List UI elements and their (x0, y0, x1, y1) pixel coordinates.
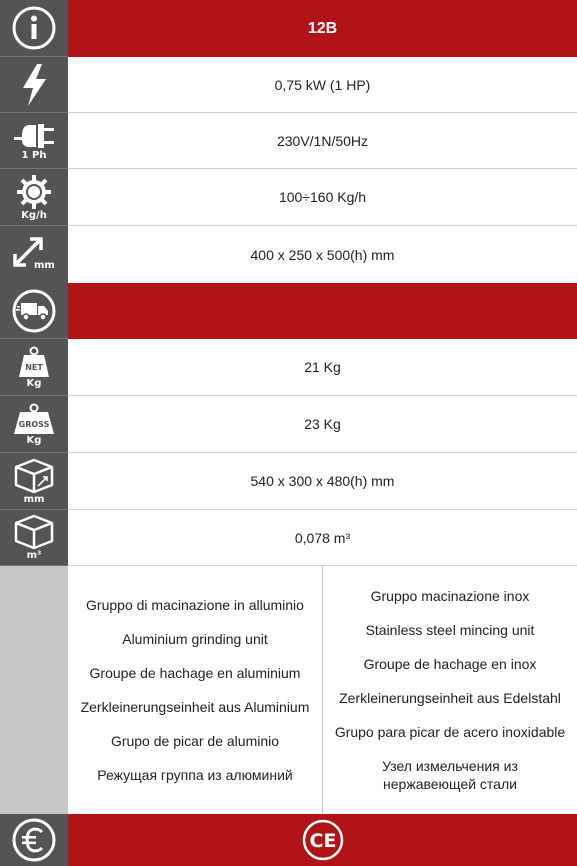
lightning-icon (19, 63, 49, 107)
gear-icon (16, 174, 52, 210)
power-icon-cell (0, 57, 68, 113)
ce-mark-text: CE (309, 830, 336, 852)
box-dimensions-row (0, 453, 577, 510)
gross-weight-icon-cell (0, 396, 68, 453)
info-cell (0, 0, 68, 57)
net-weight-icon (17, 346, 51, 378)
voltage-row (0, 113, 577, 169)
shipping-header (68, 283, 577, 339)
voltage-icon-cell (0, 113, 68, 169)
plug-icon (12, 120, 56, 150)
model-name: 12B (68, 0, 577, 57)
aluminium-en: Aluminium grinding unit (122, 631, 268, 647)
power-value: 0,75 kW (1 HP) (68, 57, 577, 113)
voltage-value: 230V/1N/50Hz (68, 113, 577, 169)
options-side-bar (0, 566, 68, 814)
volume-label: m³ (26, 550, 42, 561)
net-weight-icon-cell (0, 339, 68, 396)
footer-bar (68, 814, 577, 866)
header-row (0, 0, 577, 57)
aluminium-it: Gruppo di macinazione in alluminio (86, 597, 304, 613)
volume-value: 0,078 m³ (68, 510, 577, 566)
capacity-label: Kg/h (21, 209, 47, 221)
inox-en: Stainless steel mincing unit (365, 622, 535, 638)
volume-row (0, 510, 577, 566)
aluminium-de: Zerkleinerungseinheit aus Aluminium (80, 699, 310, 715)
gross-badge-text: GROSS (18, 419, 50, 429)
net-unit-label: Kg (26, 377, 42, 389)
inox-fr: Groupe de hachage en inox (363, 656, 537, 672)
box-dims-icon-cell (0, 453, 68, 510)
info-icon (11, 5, 57, 51)
power-row (0, 57, 577, 113)
aluminium-column (68, 566, 322, 814)
ce-mark-icon (301, 818, 345, 862)
net-weight-value: 21 Kg (68, 339, 577, 396)
gross-unit-label: Kg (26, 434, 42, 446)
net-badge-text: NET (25, 362, 43, 372)
box-volume-icon (13, 514, 55, 550)
box-dimensions-value: 540 x 300 x 480(h) mm (68, 453, 577, 510)
aluminium-fr: Groupe de hachage en aluminium (89, 665, 301, 681)
capacity-icon-cell (0, 169, 68, 226)
net-weight-row (0, 339, 577, 396)
gross-weight-icon (10, 403, 58, 435)
footer-row (0, 814, 577, 866)
box-icon (13, 458, 55, 494)
dimensions-icon-cell (0, 226, 68, 283)
dimensions-row (0, 226, 577, 283)
delivery-truck-icon (11, 288, 57, 334)
aluminium-ru: Режущая группа из алюминий (97, 767, 293, 783)
phase-label: 1 Ph (21, 150, 47, 161)
aluminium-es: Grupo de picar de aluminio (110, 733, 280, 749)
price-icon-cell (0, 814, 68, 866)
capacity-row (0, 169, 577, 226)
inox-es: Grupo para picar de acero inoxidable (334, 724, 566, 740)
shipping-header-row (0, 283, 577, 339)
inox-column (322, 566, 577, 814)
inox-ru: Узел измельчения из нержавеющей стали (382, 758, 518, 792)
volume-icon-cell (0, 510, 68, 566)
dims-label: mm (34, 260, 55, 271)
euro-icon (11, 817, 57, 863)
shipping-icon-cell (0, 283, 68, 339)
inox-de: Zerkleinerungseinheit aus Edelstahl (339, 690, 561, 706)
capacity-value: 100÷160 Kg/h (68, 169, 577, 226)
dimensions-value: 400 x 250 x 500(h) mm (250, 246, 395, 263)
box-dims-label: mm (23, 493, 45, 505)
options-columns (68, 566, 577, 814)
gross-weight-value: 23 Kg (68, 396, 577, 453)
gross-weight-row (0, 396, 577, 453)
inox-it: Gruppo macinazione inox (370, 588, 530, 604)
